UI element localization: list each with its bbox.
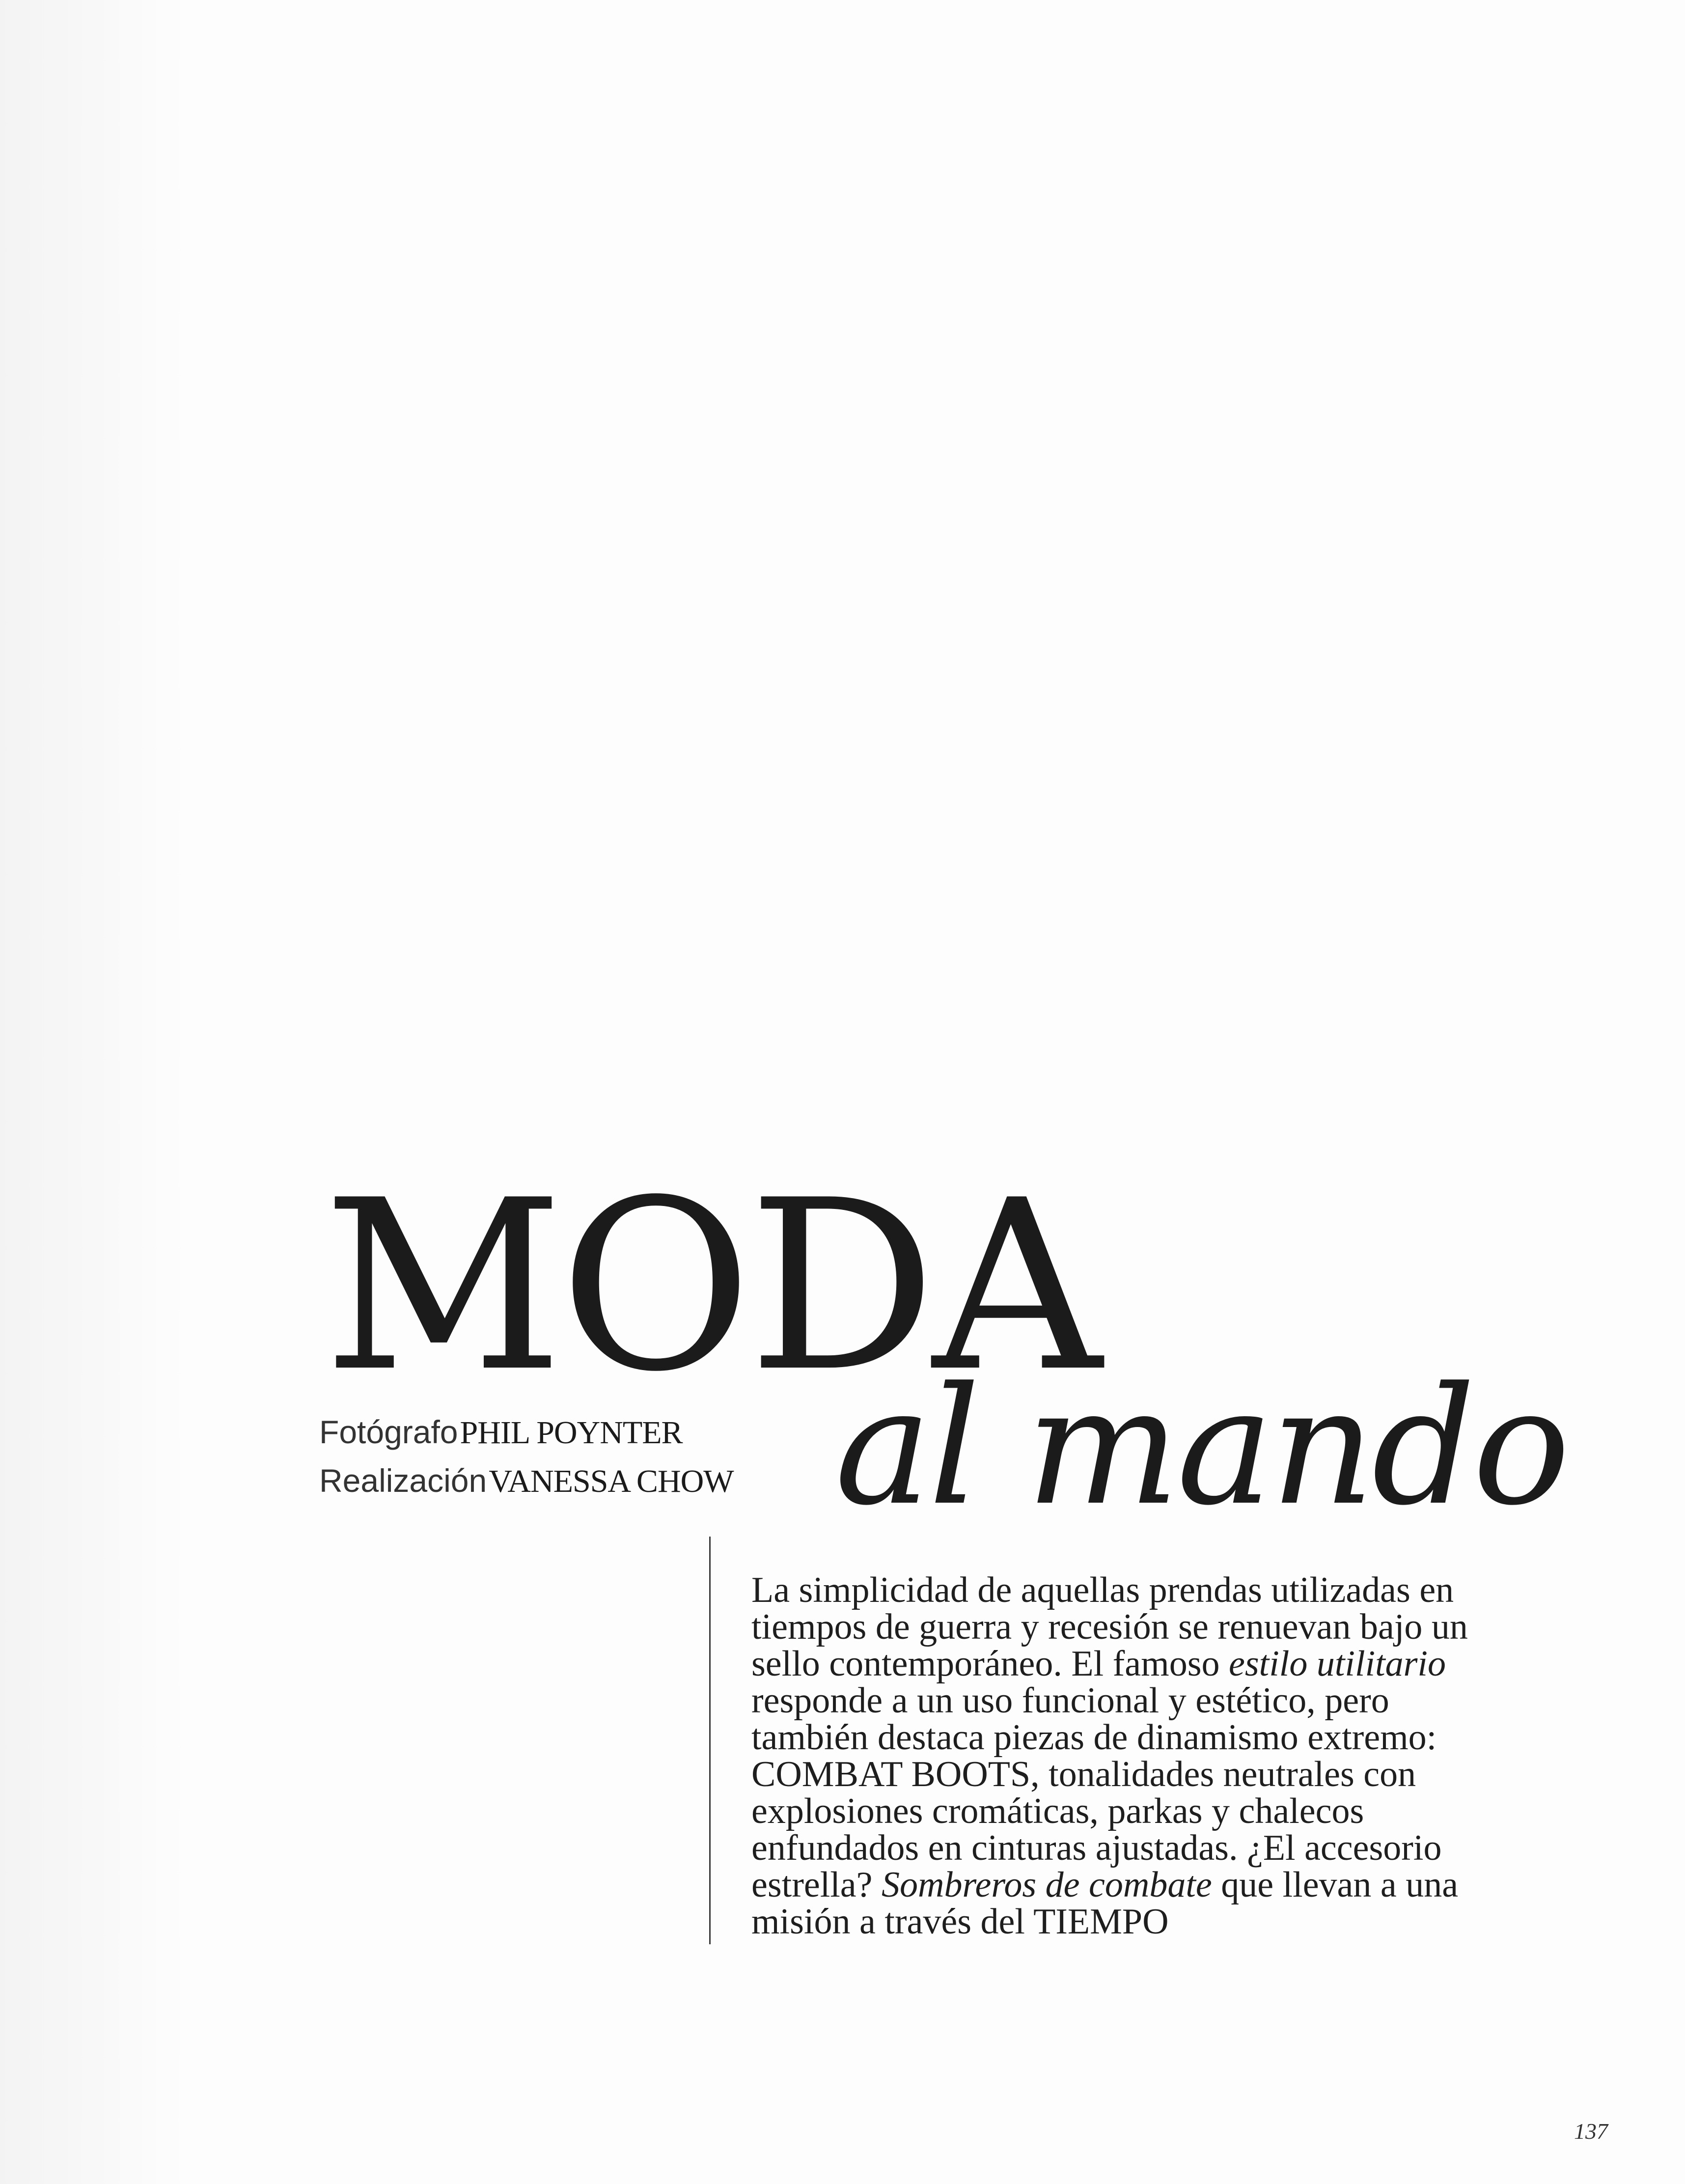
intro-emphasis-1: estilo utilitario [1229,1644,1446,1684]
page-number: 137 [1574,2119,1608,2144]
intro-text-1: La simplicidad de aquellas prendas utilizadas en tiempos de guerra y recesión se renuevan bajo un sello contemporáneo. El famoso [751,1570,1468,1684]
page-gutter-shadow [0,0,187,2184]
article-subtitle: al mando [835,1352,1568,1541]
photographer-credit [319,1412,734,1461]
article-title: MODA [323,1149,1098,1423]
credits [319,1412,734,1510]
intro-text-3: que llevan a una misión a través del TIEMPO [751,1865,1459,1942]
intro-paragraph [751,1572,1468,1940]
stylist-name: VANESSA CHOW [489,1463,734,1499]
intro-divider [709,1537,711,1944]
intro-text-2: responde a un uso funcional y estético, pero también destaca piezas de dinamismo extremo: COMBAT BOOTS, tonalidades neutrales con explosiones cromáticas, parkas y chalecos enfundados en cinturas ajustadas. ¿El accesorio estrella? [751,1680,1442,1905]
photographer-label: Fotógrafo [319,1414,458,1450]
stylist-credit [319,1461,734,1510]
stylist-label: Realización [319,1462,487,1499]
photographer-name: PHIL POYNTER [460,1415,683,1451]
intro-emphasis-2: Sombreros de combate [882,1865,1212,1905]
